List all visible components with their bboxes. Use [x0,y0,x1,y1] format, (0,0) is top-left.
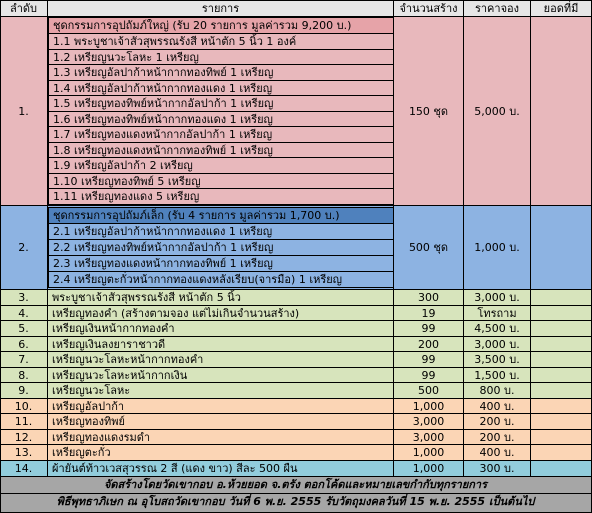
row-qty: 3,000 [394,414,464,430]
row-qty: 1,000 [394,399,464,415]
group1-sub-item: 1.8 เหรียญทองแดงหน้ากากทองทิพย์ 1 เหรียญ [48,143,394,159]
row-balance [531,445,592,461]
row-item: เหรียญนวะโลหะหน้ากากทองคำ [48,352,394,368]
header-item: รายการ [48,0,394,17]
row-item: พระบูชาเจ้าสัวสุพรรณรังสี หน้าตัก 5 นิ้ว [48,290,394,306]
row-price: 300 บ. [464,461,531,478]
group2-sub-item: 2.2 เหรียญทองทิพย์หน้ากากอัลปาก้า 1 เหรียญ [48,240,394,256]
header-balance: ยอดที่มี [531,0,592,17]
row-item: เหรียญอัลปาก้า [48,399,394,415]
row-no: 5. [0,321,48,337]
row-no: 7. [0,352,48,368]
group1-sub-item: 1.4 เหรียญอัลปาก้าหน้ากากทองแดง 1 เหรียญ [48,81,394,97]
row-price: 200 บ. [464,430,531,446]
row-price: 800 บ. [464,383,531,399]
group2-sub-item: 2.1 เหรียญอัลปาก้าหน้ากากทองแดง 1 เหรียญ [48,224,394,240]
group1-balance [531,17,592,206]
row-balance [531,414,592,430]
row-no: 4. [0,306,48,322]
group1-qty: 150 ชุด [394,17,464,206]
row-qty: 1,000 [394,461,464,478]
group2-price: 1,000 บ. [464,206,531,290]
row-balance [531,290,592,306]
row-balance [531,461,592,478]
row-no: 14. [0,461,48,478]
group1-sub-item: 1.10 เหรียญทองทิพย์ 5 เหรียญ [48,174,394,190]
row-price: 3,000 บ. [464,337,531,353]
group1-no: 1. [0,17,48,206]
group1-sub-item: 1.1 พระบูชาเจ้าสัวสุพรรณรังสี หน้าตัก 5 นิ้ว 1 องค์ [48,34,394,50]
group1-sub-item: 1.11 เหรียญทองแดง 5 เหรียญ [48,189,394,205]
row-qty: 200 [394,337,464,353]
row-balance [531,321,592,337]
row-qty: 1,000 [394,445,464,461]
group2-balance [531,206,592,290]
row-price: 400 บ. [464,399,531,415]
group2-no: 2. [0,206,48,290]
row-balance [531,368,592,384]
row-item: เหรียญทองทิพย์ [48,414,394,430]
row-price: 3,500 บ. [464,352,531,368]
row-price: 400 บ. [464,445,531,461]
row-qty: 99 [394,352,464,368]
footer-line2: พิธีพุทธาภิเษก ณ อุโบสถวัดเขากอบ วันที่ 6 พ.ย. 2555 รับวัตถุมงคลวันที่ 15 พ.ย. 2555 เป็นต้นไป [0,494,592,513]
row-no: 9. [0,383,48,399]
row-balance [531,383,592,399]
group2-sub-item: 2.3 เหรียญทองแดงหน้ากากทองทิพย์ 1 เหรียญ [48,256,394,272]
row-no: 3. [0,290,48,306]
row-balance [531,430,592,446]
row-balance [531,337,592,353]
row-no: 11. [0,414,48,430]
group2-title: ชุดกรรมการอุปถัมภ์เล็ก (รับ 4 รายการ มูลค่ารวม 1,700 บ.) [48,207,394,224]
row-balance [531,399,592,415]
row-no: 10. [0,399,48,415]
footer-line1: จัดสร้างโดยวัดเขากอบ อ.ห้วยยอด จ.ตรัง ตอกโค้ดและหมายเลขกำกับทุกรายการ [0,477,592,494]
row-qty: 500 [394,383,464,399]
group2-qty: 500 ชุด [394,206,464,290]
group1-sub-item: 1.3 เหรียญอัลปาก้าหน้ากากทองทิพย์ 1 เหรียญ [48,65,394,81]
row-no: 13. [0,445,48,461]
group1-title: ชุดกรรมการอุปถัมภ์ใหญ่ (รับ 20 รายการ มูลค่ารวม 9,200 บ.) [48,17,394,34]
group1-sub-item: 1.9 เหรียญอัลปาก้า 2 เหรียญ [48,158,394,174]
row-qty: 99 [394,321,464,337]
row-item: เหรียญเงินหน้ากากทองคำ [48,321,394,337]
row-balance [531,352,592,368]
group2-sub-item: 2.4 เหรียญตะกั่วหน้ากากทองแดงหลังเรียบ(จารมือ) 1 เหรียญ [48,272,394,288]
group1-price: 5,000 บ. [464,17,531,206]
row-qty: 19 [394,306,464,322]
row-no: 12. [0,430,48,446]
row-item: เหรียญนวะโลหะ [48,383,394,399]
group1-sub-item: 1.6 เหรียญทองทิพย์หน้ากากทองแดง 1 เหรียญ [48,112,394,128]
row-qty: 300 [394,290,464,306]
row-no: 8. [0,368,48,384]
row-item: เหรียญทองแดงรมดำ [48,430,394,446]
row-item: เหรียญนวะโลหะหน้ากากเงิน [48,368,394,384]
row-price: 1,500 บ. [464,368,531,384]
row-balance [531,306,592,322]
header-no: ลำดับ [0,0,48,17]
row-price: 4,500 บ. [464,321,531,337]
row-qty: 99 [394,368,464,384]
row-no: 6. [0,337,48,353]
group1-sub-item: 1.2 เหรียญนวะโลหะ 1 เหรียญ [48,50,394,66]
group1-sub-item: 1.5 เหรียญทองทิพย์หน้ากากอัลปาก้า 1 เหรียญ [48,96,394,112]
row-price: 3,000 บ. [464,290,531,306]
header-price: ราคาจอง [464,0,531,17]
row-price: 200 บ. [464,414,531,430]
row-price: โทรถาม [464,306,531,322]
row-item: เหรียญทองคำ (สร้างตามจอง แต่ไม่เกินจำนวนสร้าง) [48,306,394,322]
row-item: เหรียญตะกั่ว [48,445,394,461]
group1-sub-item: 1.7 เหรียญทองแดงหน้ากากอัลปาก้า 1 เหรียญ [48,127,394,143]
row-qty: 3,000 [394,430,464,446]
header-qty: จำนวนสร้าง [394,0,464,17]
row-item: เหรียญเงินลงยาราชาวดี [48,337,394,353]
row-item: ผ้ายันต์ท้าวเวสสุวรรณ 2 สี (แดง ขาว) สีละ 500 ผืน [48,461,394,478]
